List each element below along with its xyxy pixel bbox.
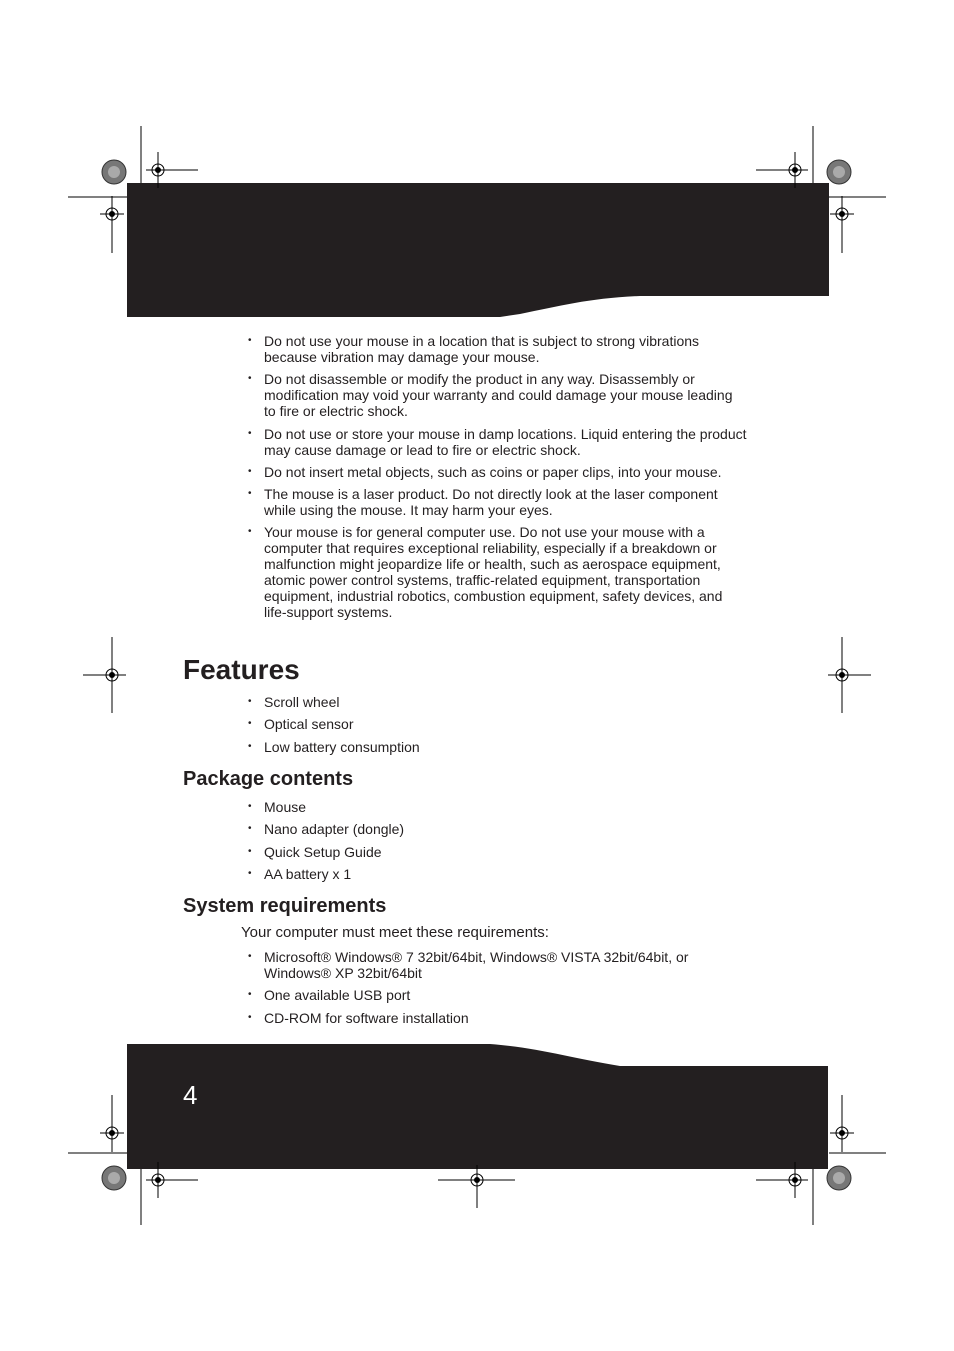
list-item: • Mouse [248,799,748,815]
system-requirements-list [248,949,748,1032]
list-item: • Optical sensor [248,716,748,732]
header-band [127,183,829,317]
list-item: • Scroll wheel [248,694,748,710]
page-number: 4 [183,1080,198,1110]
list-item: • Low battery consumption [248,739,748,755]
features-heading: Features [183,654,300,685]
list-item: • The mouse is a laser product. Do not directly look at the laser component while using the mouse. It may harm your eyes. [248,486,748,518]
list-item: • Quick Setup Guide [248,844,748,860]
package-contents-list [248,799,748,888]
system-requirements-intro: Your computer must meet these requirements: [241,924,549,941]
list-item: • One available USB port [248,987,748,1003]
list-item: • Do not disassemble or modify the product in any way. Disassembly or modification may void your warranty and could damage your mouse leading to fire or electric shock. [248,371,748,419]
warning-list [248,333,748,627]
features-list [248,694,748,761]
list-item: • AA battery x 1 [248,866,748,882]
list-item: • Nano adapter (dongle) [248,821,748,837]
system-requirements-heading: System requirements [183,895,387,917]
list-item: • Do not use or store your mouse in damp locations. Liquid entering the product may cause damage or lead to fire or electric shock. [248,426,748,458]
footer-band [127,1044,828,1169]
list-item: • Do not use your mouse in a location that is subject to strong vibrations because vibration may damage your mouse. [248,333,748,365]
list-item: • Your mouse is for general computer use. Do not use your mouse with a computer that requires exceptional reliability, especially if a breakdown or malfunction might jeopardize life or health, such as aerospace equipment, atomic power control systems, traffic-related equipment, transportation equipment, industrial robotics, combustion equipment, safety devices, and life-support systems. [248,524,748,620]
package-contents-heading: Package contents [183,768,354,790]
list-item: • Do not insert metal objects, such as coins or paper clips, into your mouse. [248,464,748,480]
list-item: • CD-ROM for software installation [248,1010,748,1026]
list-item: • Microsoft® Windows® 7 32bit/64bit, Windows® VISTA 32bit/64bit, or Windows® XP 32bit/64bit [248,949,748,981]
